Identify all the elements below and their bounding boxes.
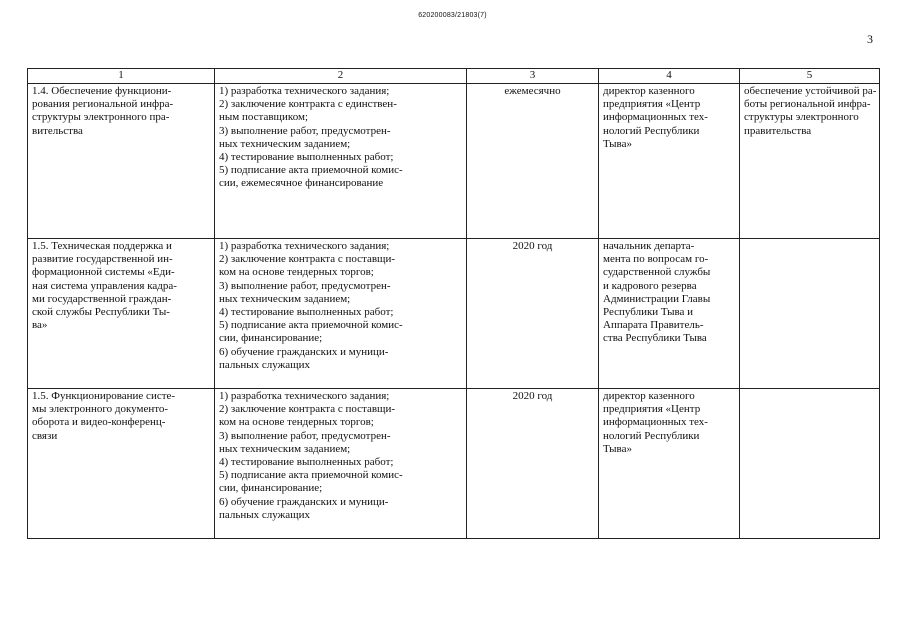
column-number-row [28,69,880,84]
cell-text-line: пальных служащих [219,358,310,371]
cell-text-line: 1.5. Техническая поддержка и [32,240,172,252]
work-steps-cell [215,389,467,539]
cell-text-line: 2) заключение контракта с поставщи- [219,253,396,266]
cell-text-line: оборота и видео-конференц- [32,416,166,429]
table-row [28,239,880,389]
cell-text-line: ных техническим заданием; [219,442,351,455]
cell-text-line: структуры электронного пра- [32,111,170,124]
cell-text-line: развитие государственной ин- [32,253,173,266]
cell-text-line: сударственной службы [603,266,711,279]
cell-text-line: предприятия «Центр [603,98,701,111]
column-header: 5 [740,69,880,84]
cell-text-line: сии, финансирование; [219,482,323,495]
activities-table [27,68,880,539]
page-number: 3 [867,32,873,46]
result-cell [740,389,880,539]
cell-text-line: боты региональной инфра- [744,98,871,111]
cell-text-line: ным поставщиком; [219,111,308,124]
cell-text-line: 5) подписание акта приемочной комис- [219,164,403,177]
cell-text-line: ком на основе тендерных торгов; [219,416,374,429]
result-cell [740,239,880,389]
cell-text-line: нологий Республики [603,124,700,137]
activity-cell [28,84,215,239]
cell-text-line: формационной системы «Еди- [32,266,175,279]
cell-text-line: 1.4. Обеспечение функциони- [32,85,172,97]
cell-text-line: сии, ежемесячное финансирование [219,177,384,190]
work-steps-cell [215,84,467,239]
cell-text-line: Аппарата Правитель- [603,319,704,332]
cell-text-line: 6) обучение гражданских и муници- [219,345,389,358]
cell-text-line: 1) разработка технического задания; [219,240,390,252]
cell-text-line: сии, финансирование; [219,332,323,345]
cell-text-line: информационных тех- [603,111,708,124]
cell-text-line: связи [32,429,58,442]
cell-text-line: обеспечение устойчивой ра- [744,85,877,97]
cell-text-line: 5) подписание акта приемочной комис- [219,469,403,482]
table-row [28,389,880,539]
cell-text-line: 4) тестирование выполненных работ; [219,151,394,164]
cell-text-line: информационных тех- [603,416,708,429]
cell-text-line: мента по вопросам го- [603,253,709,266]
cell-text-line: и кадрового резерва [603,279,697,292]
cell-text-line: ми государственной граждан- [32,292,172,305]
cell-text-line: предприятия «Центр [603,403,701,416]
column-header: 2 [215,69,467,84]
cell-text-line: 2020 год [512,240,553,252]
cell-text-line: пальных служащих [219,508,310,521]
cell-text-line: Администрации Главы [603,292,711,305]
responsible-cell [599,84,740,239]
document-code: 620200083/21803(7) [418,12,487,19]
cell-text-line: 2) заключение контракта с единствен- [219,98,397,111]
column-header: 3 [467,69,599,84]
cell-text-line: начальник департа- [603,240,695,252]
cell-text-line: 3) выполнение работ, предусмотрен- [219,429,391,442]
table-row [28,84,880,239]
cell-text-line: правительства [744,124,812,137]
cell-text-line: ная система управления кадра- [32,279,177,292]
cell-text-line: мы электронного документо- [32,403,169,416]
activity-cell [28,239,215,389]
deadline-cell [467,84,599,239]
cell-text-line: 4) тестирование выполненных работ; [219,306,394,319]
cell-text-line: 1) разработка технического задания; [219,85,390,97]
cell-text-line: нологий Республики [603,429,700,442]
column-header: 1 [28,69,215,84]
work-steps-cell [215,239,467,389]
deadline-cell [467,389,599,539]
cell-text-line: 1) разработка технического задания; [219,390,390,402]
cell-text-line: ных техническим заданием; [219,292,351,305]
cell-text-line: директор казенного [603,390,695,402]
cell-text-line: вительства [32,124,83,137]
responsible-cell [599,239,740,389]
cell-text-line: 2) заключение контракта с поставщи- [219,403,396,416]
cell-text-line: 2020 год [512,390,553,402]
cell-text-line: Республики Тыва и [603,306,694,319]
cell-text-line: ства Республики Тыва [603,332,707,345]
result-cell [740,84,880,239]
cell-text-line: 4) тестирование выполненных работ; [219,456,394,469]
cell-text-line: Тыва» [603,137,632,150]
cell-text-line: Тыва» [603,442,632,455]
cell-text-line: 6) обучение гражданских и муници- [219,495,389,508]
cell-text-line: 3) выполнение работ, предусмотрен- [219,279,391,292]
cell-text-line: ской службы Республики Ты- [32,306,170,319]
cell-text-line: ва» [32,319,48,332]
cell-text-line: 3) выполнение работ, предусмотрен- [219,124,391,137]
cell-text-line: рования региональной инфра- [32,98,174,111]
cell-text-line: 1.5. Функционирование систе- [32,390,176,402]
cell-text-line: ежемесячно [504,85,561,97]
cell-text-line: ком на основе тендерных торгов; [219,266,374,279]
column-header: 4 [599,69,740,84]
responsible-cell [599,389,740,539]
deadline-cell [467,239,599,389]
cell-text-line: структуры электронного [744,111,859,124]
activity-cell [28,389,215,539]
cell-text-line: директор казенного [603,85,695,97]
cell-text-line: 5) подписание акта приемочной комис- [219,319,403,332]
cell-text-line: ных техническим заданием; [219,137,351,150]
